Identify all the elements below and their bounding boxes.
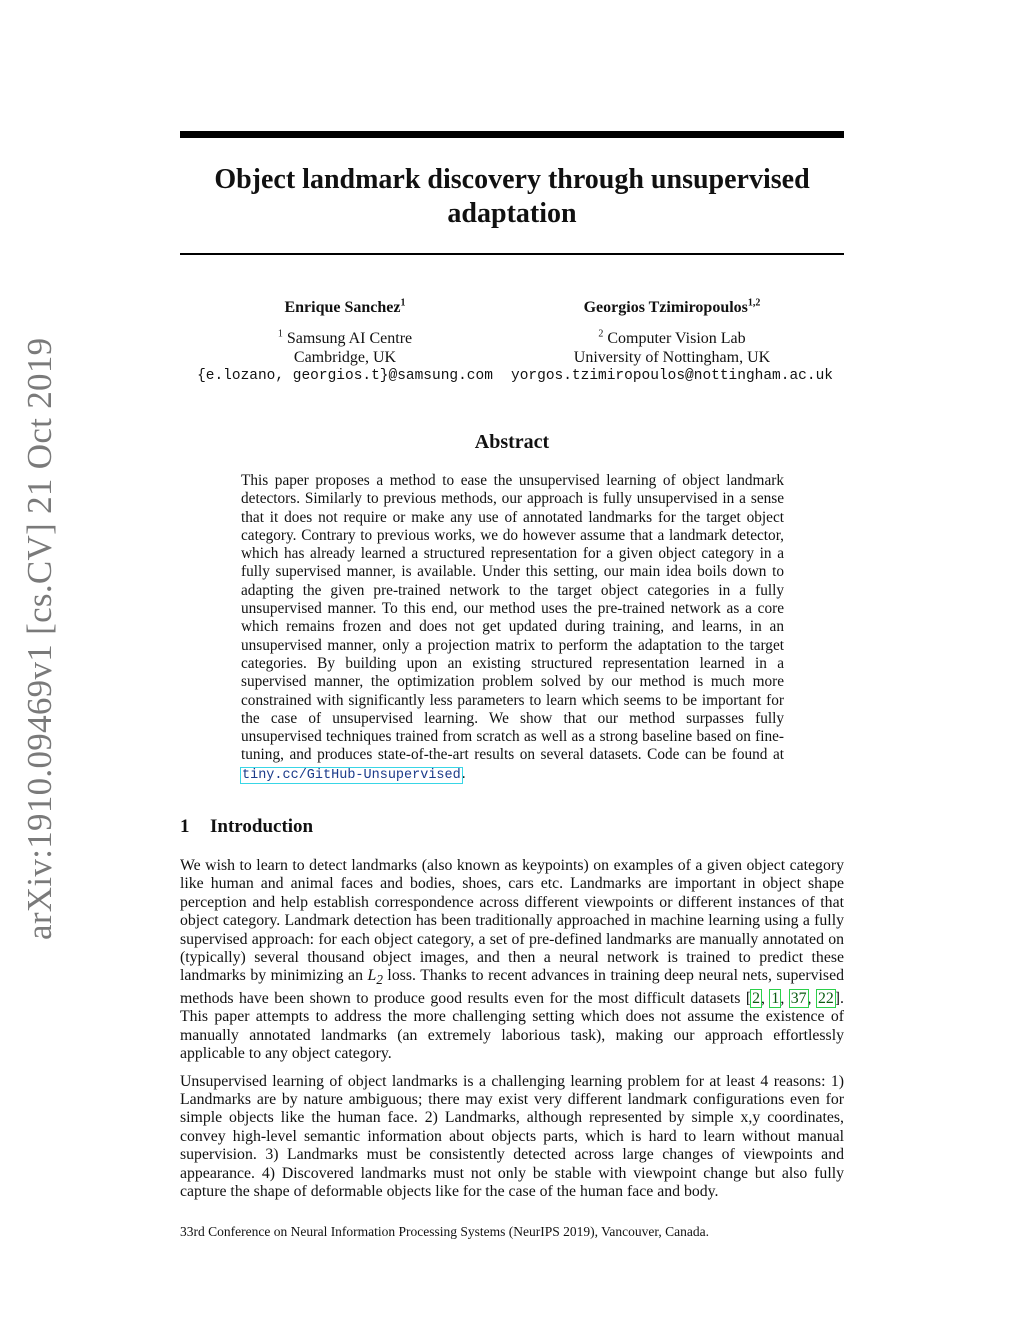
- affiliation-superscript: 2: [598, 328, 604, 340]
- author-name: Enrique Sanchez: [284, 299, 401, 316]
- section-title: Introduction: [210, 816, 314, 837]
- title-bottom-rule: [180, 253, 844, 255]
- title-top-rule: [180, 131, 844, 138]
- author-block-2: [500, 298, 844, 386]
- introduction-body: [180, 857, 844, 1210]
- section-number: 1: [180, 816, 190, 837]
- abstract-heading: Abstract: [474, 431, 550, 453]
- intro-paragraph-1: We wish to learn to detect landmarks (also known as keypoints) on examples of a given object category like human and animal faces and bodies, shoes, cars etc. Landmarks are important in object shape perception and help establish correspondence across different viewpoints or different instances of that object category. Landmark detection has been traditionally approached in machine learning using a fully supervised approach: for each object category, a set of pre-defined landmarks are manually annotated on (typically) several thousand object images, and then a neural network is trained to predict these landmarks by minimizing an $L_2$ loss. Thanks to recent advances in training deep neural nets, supervised methods have been shown to produce good results even for the most difficult datasets [2, 1, 37, 22]. This paper attempts to address the more challenging setting which does not assume the existence of manually annotated landmarks (an extremely laborious task), making our approach effortlessly applicable to any object category.: [180, 857, 844, 1063]
- author-block-1: [180, 298, 510, 386]
- intro-paragraph-2: Unsupervised learning of object landmarks is a challenging learning problem for at least 4 reasons: 1) Landmarks are by nature ambiguous; there may exist very different landmark configurations even for simple objects like the human face. 2) Landmarks, although represented by simple x,y coordinates, convey high-level semantic information about objects parts, which is hard to learn without manual supervision. 3) Landmarks must be consistently detected across large changes of viewpoints and appearance. 4) Discovered landmarks must not only be stable with viewpoint change but also fully capture the shape of deformable objects like for the case of the human face and body.: [180, 1072, 844, 1201]
- citation-link[interactable]: 2: [752, 990, 760, 1007]
- math-l2: $L_2$: [367, 967, 383, 988]
- conference-footnote: 33rd Conference on Neural Information Processing Systems (NeurIPS 2019), Vancouver, Canada.: [180, 1224, 709, 1239]
- affiliation-location: University of Nottingham, UK: [573, 349, 771, 366]
- author-name: Georgios Tzimiropoulos: [583, 299, 748, 316]
- affiliation-line: Computer Vision Lab: [607, 330, 746, 347]
- abstract-text: This paper proposes a method to ease the unsupervised learning of object landmark detectors. Similarly to previous methods, our approach is fully unsupervised in a sense that it does not require or make any use of annotated landmarks for the target object category. Contrary to previous works, we do however assume that a landmark detector, which has already learned a structured representation for a given object category in a fully supervised manner, is available. Under this setting, our main idea boils down to adapting the given pre-trained network to the target object categories in a fully unsupervised manner. To this end, our method uses the pre-trained network as a core which remains frozen and does not get updated during training, and learns, in an unsupervised manner, only a projection matrix to perform the adaptation to the target categories. By building upon an existing structured representation learned in a supervised manner, the optimization problem solved by our method is much more constrained with significantly less parameters to learn which seems to be important for the case of unsupervised learning. We show that our method surpasses fully unsupervised techniques trained from scratch as well as a strong baseline based on fine-tuning, and produces state-of-the-art results on several datasets. Code can be found at tiny.cc/GitHub-Unsupervised.: [241, 472, 784, 783]
- paper-title: Object landmark discovery through unsupervised adaptation: [214, 164, 810, 229]
- affiliation-line: Samsung AI Centre: [286, 330, 413, 347]
- author-superscript: 1,2: [747, 297, 761, 309]
- citation-link[interactable]: 37: [790, 990, 807, 1007]
- author-superscript: 1: [400, 297, 406, 309]
- section-heading-introduction: [180, 816, 313, 838]
- code-link[interactable]: tiny.cc/GitHub-Unsupervised: [242, 767, 461, 783]
- affiliation-location: Cambridge, UK: [293, 349, 397, 366]
- citation-link[interactable]: 1: [771, 990, 780, 1007]
- citation-link[interactable]: 22: [817, 990, 834, 1007]
- author-email: {e.lozano, georgios.t}@samsung.com: [197, 368, 493, 384]
- author-email: yorgos.tzimiropoulos@nottingham.ac.uk: [511, 368, 833, 384]
- affiliation-superscript: 1: [277, 328, 283, 340]
- arxiv-stamp: arXiv:1910.09469v1 [cs.CV] 21 Oct 2019: [20, 337, 59, 940]
